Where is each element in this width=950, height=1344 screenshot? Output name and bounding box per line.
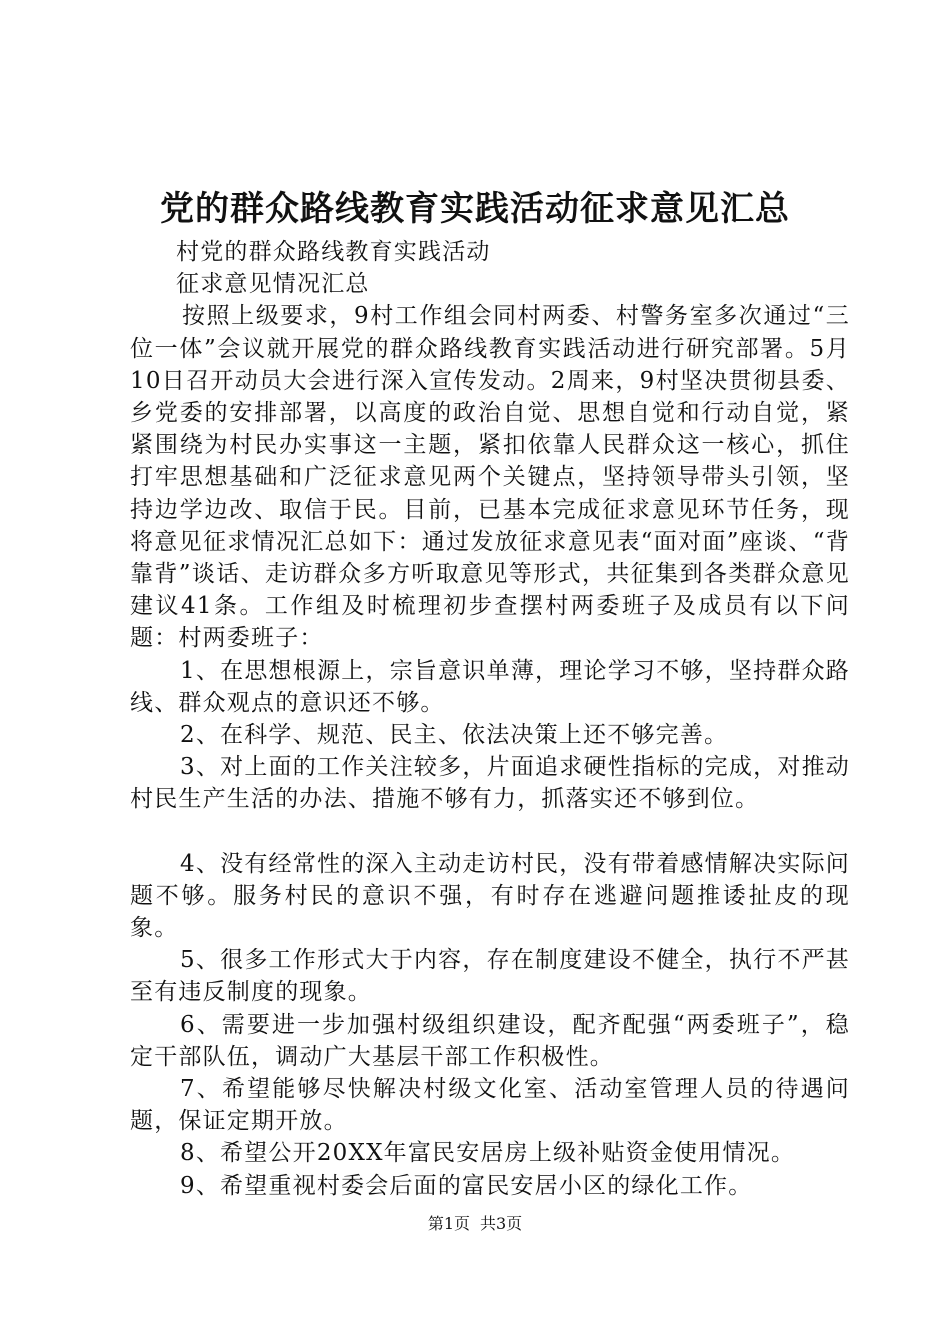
- list-item: 4、没有经常性的深入主动走访村民，没有带着感情解决实际问题不够。服务村民的意识不强，有时存在逃避问题推诿扯皮的现象。: [130, 850, 850, 942]
- list-item: 7、希望能够尽快解决村级文化室、活动室管理人员的待遇问题，保证定期开放。: [130, 1076, 850, 1135]
- list-item: 9、希望重视村委会后面的富民安居小区的绿化工作。: [180, 1172, 753, 1199]
- list-item: 1、在思想根源上，宗旨意识单薄，理论学习不够，坚持群众路线、群众观点的意识还不够。: [130, 657, 850, 716]
- page-number: 第1页: [427, 1214, 470, 1233]
- list-item: 6、需要进一步加强村级组织建设，配齐配强“两委班子”，稳定干部队伍，调动广大基层干部工作积极性。: [130, 1011, 850, 1070]
- subtitle-line-2: 征求意见情况汇总: [176, 271, 370, 298]
- intro-paragraph: 按照上级要求，9村工作组会同村两委、村警务室多次通过“三位一体”会议就开展党的群众路线教育实践活动进行研究部署。5月10日召开动员大会进行深入宣传发动。2周来，9村坚决贯彻县委、乡党委的安排部署，以高度的政治自觉、思想自觉和行动自觉，紧紧围绕为村民办实事这一主题，紧扣依靠人民群众这一核心，抓住打牢思想基础和广泛征求意见两个关键点，坚持领导带头引领，坚持边学边改、取信于民。目前，已基本完成征求意见环节任务，现将意见征求情况汇总如下：通过发放征求意见表“面对面”座谈、“背靠背”谈话、走访群众多方听取意见等形式，共征集到各类群众意见建议41条。工作组及时梳理初步查摆村两委班子及成员有以下问题：村两委班子：: [130, 303, 850, 652]
- page-total: 共3页: [480, 1214, 523, 1233]
- blank-line: [130, 816, 850, 848]
- list-item: 5、很多工作形式大于内容，存在制度建设不健全，执行不严甚至有违反制度的现象。: [130, 947, 850, 1006]
- list-item: 3、对上面的工作关注较多，片面追求硬性指标的完成，对推动村民生产生活的办法、措施不够有力，抓落实还不够到位。: [130, 754, 850, 813]
- document-title: 党的群众路线教育实践活动征求意见汇总: [160, 189, 790, 229]
- subtitle-line-1: 村党的群众路线教育实践活动: [176, 239, 491, 265]
- document-body: [130, 236, 850, 1202]
- list-item: 2、在科学、规范、民主、依法决策上还不够完善。: [180, 722, 729, 749]
- list-item: 8、希望公开20XX年富民安居房上级补贴资金使用情况。: [180, 1140, 796, 1167]
- page-footer: [0, 1212, 950, 1236]
